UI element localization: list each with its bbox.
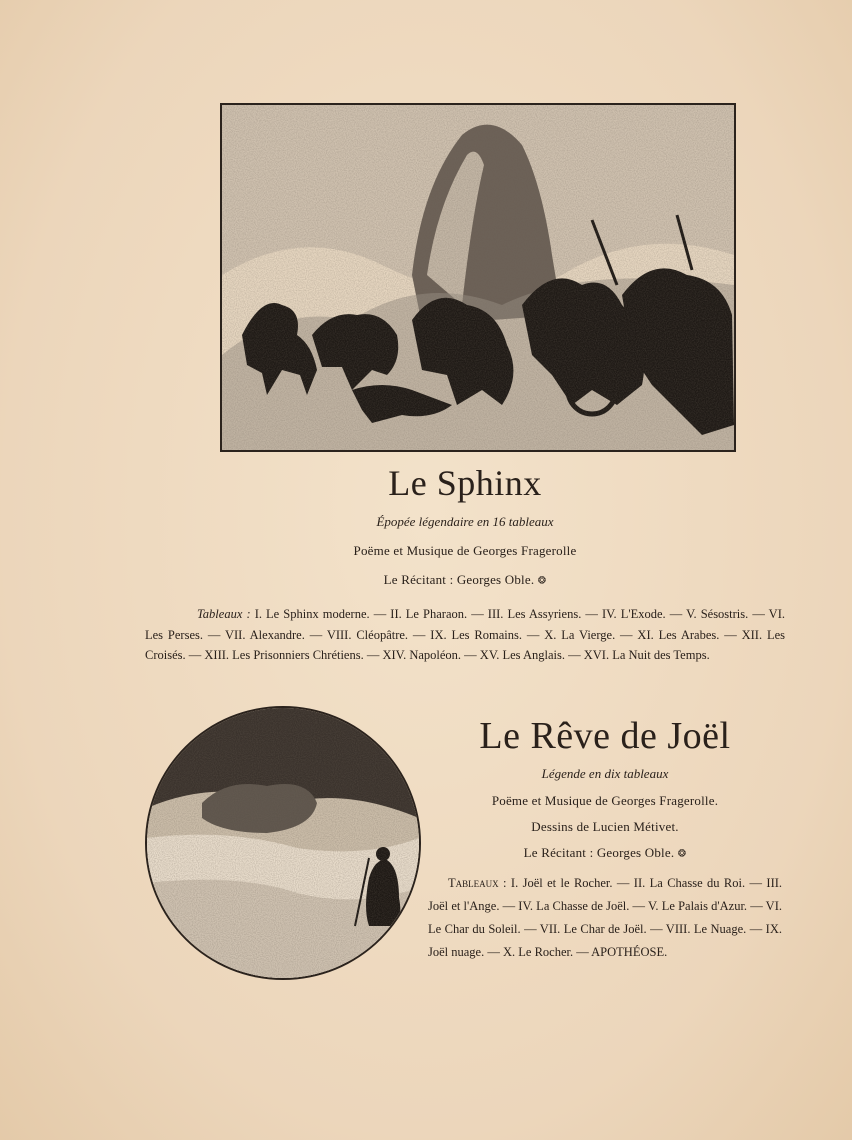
sphinx-reciter-row [220, 572, 710, 588]
sphinx-author-line: Poëme et Musique de Georges Fragerolle [353, 543, 577, 558]
sphinx-subtitle: Épopée légendaire en 16 tableaux [376, 514, 554, 529]
reve-de-joel-illustration [145, 706, 421, 980]
reve-author-line: Poëme et Musique de Georges Fragerolle. [491, 793, 719, 808]
reve-reciter-row [440, 845, 770, 861]
sphinx-tableaux-text: I. Le Sphinx moderne. — II. Le Pharaon. — III. Les Assyriens. — IV. L'Exode. — V. Sésostris. — VI. Les Perses. — VII. Alexandre. — VIII. Cléopâtre. — IX. Les Romains. — X. La Vierge. — XI. Les Arabes. — XII. Les Croisés. — XIII. Les Prisonniers Chrétiens. — XIV. Napoléon. — XV. Les Anglais. — XVI. La Nuit des Temps. [145, 607, 785, 662]
reve-title: Le Rêve de Joël [479, 715, 731, 757]
sphinx-tableaux-list [145, 604, 785, 666]
sphinx-illustration [220, 103, 736, 452]
sphinx-reciter-line: Le Récitant : Georges Oble. [383, 572, 535, 587]
sphinx-title: Le Sphinx [388, 463, 542, 503]
reve-tableaux-list [428, 872, 782, 964]
ornament-icon: ❂ [677, 848, 687, 860]
reve-tableaux-text: I. Joël et le Rocher. — II. La Chasse du Roi. — III. Joël et l'Ange. — IV. La Chasse de Joël. — V. Le Palais d'Azur. — VI. Le Char du Soleil. — VII. Le Char de Joël. — VIII. Le Nuage. — IX. Joël nuage. — X. Le Rocher. — APOTHÉOSE. [428, 876, 783, 959]
reve-drawings-line: Dessins de Lucien Métivet. [531, 819, 679, 834]
reve-subtitle: Légende en dix tableaux [541, 766, 669, 781]
sphinx-tableaux-label: Tableaux : [197, 607, 251, 621]
reve-reciter-line: Le Récitant : Georges Oble. [523, 845, 675, 860]
reve-tableaux-label: Tableaux : [448, 876, 507, 890]
ornament-icon: ❂ [537, 575, 547, 587]
